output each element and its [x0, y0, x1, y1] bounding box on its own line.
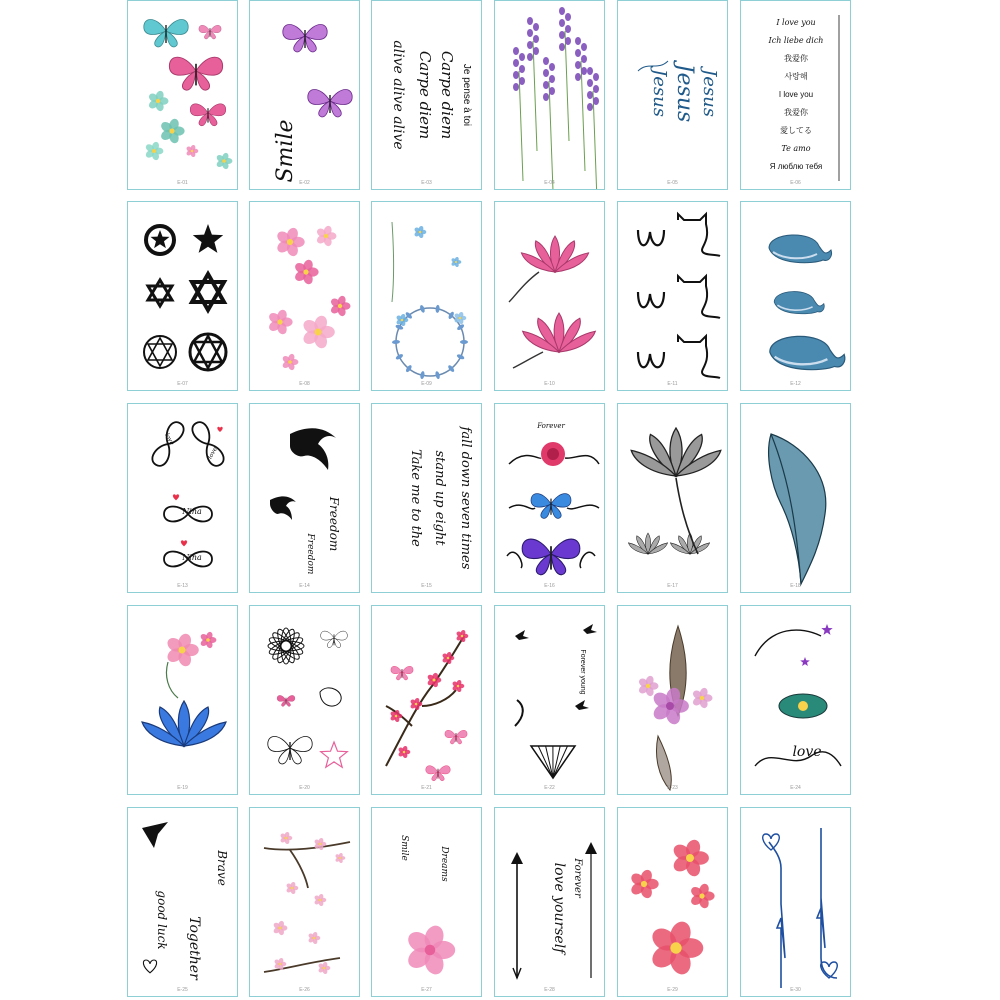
card-code: E-19: [177, 785, 188, 791]
script-lines-icon: [372, 1, 482, 190]
card-code: E-21: [421, 785, 432, 791]
tattoo-card[interactable]: [127, 403, 238, 593]
card-code: E-20: [299, 785, 310, 791]
peony-icon: [618, 808, 728, 997]
card-code: E-13: [177, 583, 188, 589]
butterfly-heart-icon: [128, 808, 238, 997]
text-list-icon: [741, 1, 851, 190]
card-code: E-30: [790, 987, 801, 993]
tattoo-text: Forever: [537, 422, 565, 430]
pink-flower-icon: [372, 808, 482, 997]
card-code: E-11: [667, 381, 678, 387]
heartbeat-icon: [741, 808, 851, 997]
fan-bird-icon: [495, 606, 605, 795]
card-code: E-22: [544, 785, 555, 791]
tattoo-card[interactable]: [127, 605, 238, 795]
tattoo-text: Forever: [572, 858, 583, 898]
card-code: E-23: [667, 785, 678, 791]
star-symbols-icon: [128, 202, 238, 391]
swallow-icon: [250, 404, 360, 593]
tattoo-card[interactable]: [740, 807, 851, 997]
card-code: E-04: [544, 180, 555, 186]
tattoo-text: Carpe diem: [416, 50, 434, 140]
tattoo-text: 我爱你: [784, 108, 808, 117]
tattoo-text: love: [206, 446, 219, 461]
tattoo-card[interactable]: [494, 403, 605, 593]
card-code: E-18: [790, 583, 801, 589]
butterfly-flower-icon: [128, 1, 238, 190]
card-code: E-06: [790, 180, 801, 186]
mandala-butterfly-icon: [250, 606, 360, 795]
tattoo-card[interactable]: [494, 0, 605, 190]
card-code: E-24: [790, 785, 801, 791]
tattoo-card[interactable]: [127, 807, 238, 997]
tattoo-card[interactable]: [371, 807, 482, 997]
tattoo-text: Freedom: [305, 533, 315, 575]
cat-outline-icon: [618, 202, 728, 391]
infinity-icon: [128, 404, 238, 593]
tattoo-card[interactable]: [371, 403, 482, 593]
tattoo-card[interactable]: [740, 403, 851, 593]
card-code: E-27: [421, 987, 432, 993]
tattoo-text: 愛してる: [780, 126, 812, 135]
card-code: E-08: [299, 381, 310, 387]
tattoo-card[interactable]: [494, 201, 605, 391]
tattoo-text: stand up eight: [432, 450, 447, 546]
wreath-icon: [372, 202, 482, 391]
tattoo-text: 我爱你: [784, 54, 808, 63]
card-code: E-17: [667, 583, 678, 589]
tattoo-card[interactable]: [127, 201, 238, 391]
tattoo-card[interactable]: [740, 201, 851, 391]
card-code: E-10: [544, 381, 555, 387]
tattoo-card[interactable]: [371, 201, 482, 391]
tattoo-card[interactable]: [617, 403, 728, 593]
tattoo-text: Te amo: [781, 144, 811, 153]
card-code: E-05: [667, 180, 678, 186]
tattoo-card[interactable]: [740, 0, 851, 190]
card-code: E-01: [177, 180, 188, 186]
tattoo-text: Jesus: [672, 63, 697, 123]
tattoo-card[interactable]: [249, 807, 360, 997]
tattoo-card[interactable]: [617, 0, 728, 190]
tattoo-card[interactable]: [617, 201, 728, 391]
tattoo-text: Dreams: [439, 846, 449, 882]
tattoo-card[interactable]: [371, 0, 482, 190]
tattoo-card[interactable]: [740, 605, 851, 795]
lotus-pink-icon: [495, 202, 605, 391]
tattoo-text: good luck: [155, 890, 169, 950]
tattoo-text: Take me to the: [408, 449, 423, 547]
tattoo-text: 사랑해: [784, 72, 808, 81]
card-code: E-15: [421, 583, 432, 589]
card-code: E-25: [177, 987, 188, 993]
tattoo-card[interactable]: [249, 605, 360, 795]
card-code: E-03: [421, 180, 432, 186]
rose-butterfly-icon: [495, 404, 605, 593]
tattoo-text: Ich liebe dich: [768, 36, 824, 45]
tattoo-text: Brave: [215, 850, 229, 886]
card-code: E-12: [790, 381, 801, 387]
lotus-black-icon: [618, 404, 728, 593]
script-lines-icon: [372, 404, 482, 593]
tattoo-text: Jesus: [649, 69, 670, 117]
peacock-love-icon: [741, 606, 851, 795]
blue-lotus-icon: [128, 606, 238, 795]
tattoo-card[interactable]: [127, 0, 238, 190]
tattoo-text: love yourself: [551, 862, 567, 954]
card-code: E-16: [544, 583, 555, 589]
tattoo-text: love: [163, 432, 176, 447]
card-code: E-14: [299, 583, 310, 589]
card-code: E-29: [667, 987, 678, 993]
pink-flowers-icon: [250, 202, 360, 391]
butterfly-script-icon: [250, 1, 360, 190]
tattoo-text: Forever young: [579, 649, 586, 695]
plum-blossom-icon: [372, 606, 482, 795]
tattoo-card[interactable]: [494, 807, 605, 997]
tattoo-text: Nina: [182, 553, 202, 562]
card-code: E-09: [421, 381, 432, 387]
card-code: E-28: [544, 987, 555, 993]
tattoo-text: I love you: [778, 90, 814, 99]
tattoo-card[interactable]: [249, 201, 360, 391]
card-code: E-02: [299, 180, 310, 186]
tattoo-card[interactable]: [249, 403, 360, 593]
tattoo-text: I love you: [776, 18, 816, 27]
tattoo-card[interactable]: [494, 605, 605, 795]
tattoo-card[interactable]: [617, 807, 728, 997]
script-words-icon: [618, 1, 728, 190]
tattoo-text: fall down seven times: [458, 426, 473, 570]
tattoo-text: Together: [186, 916, 202, 980]
tattoo-text: Smile: [399, 835, 409, 861]
tattoo-text: Nina: [182, 507, 202, 516]
whale-icon: [741, 202, 851, 391]
tattoo-text: Smile: [273, 119, 298, 183]
tattoo-card[interactable]: [371, 605, 482, 795]
lavender-icon: [495, 1, 605, 190]
tattoo-text: love: [792, 744, 822, 760]
tattoo-text: alive alive alive: [390, 40, 406, 150]
tattoo-text: Je pense à toi: [461, 63, 472, 127]
card-code: E-26: [299, 987, 310, 993]
cherry-blossom-icon: [250, 808, 360, 997]
tattoo-text: Freedom: [327, 496, 341, 552]
tattoo-text: Jesus: [699, 69, 720, 117]
feather-icon: [741, 404, 851, 593]
tattoo-text: Я люблю тебя: [769, 162, 823, 171]
tattoo-text: Carpe diem: [438, 50, 456, 140]
card-code: E-07: [177, 381, 188, 387]
tattoo-card[interactable]: [617, 605, 728, 795]
arrow-icon: [495, 808, 605, 997]
rose-feather-icon: [618, 606, 728, 795]
tattoo-card[interactable]: [249, 0, 360, 190]
